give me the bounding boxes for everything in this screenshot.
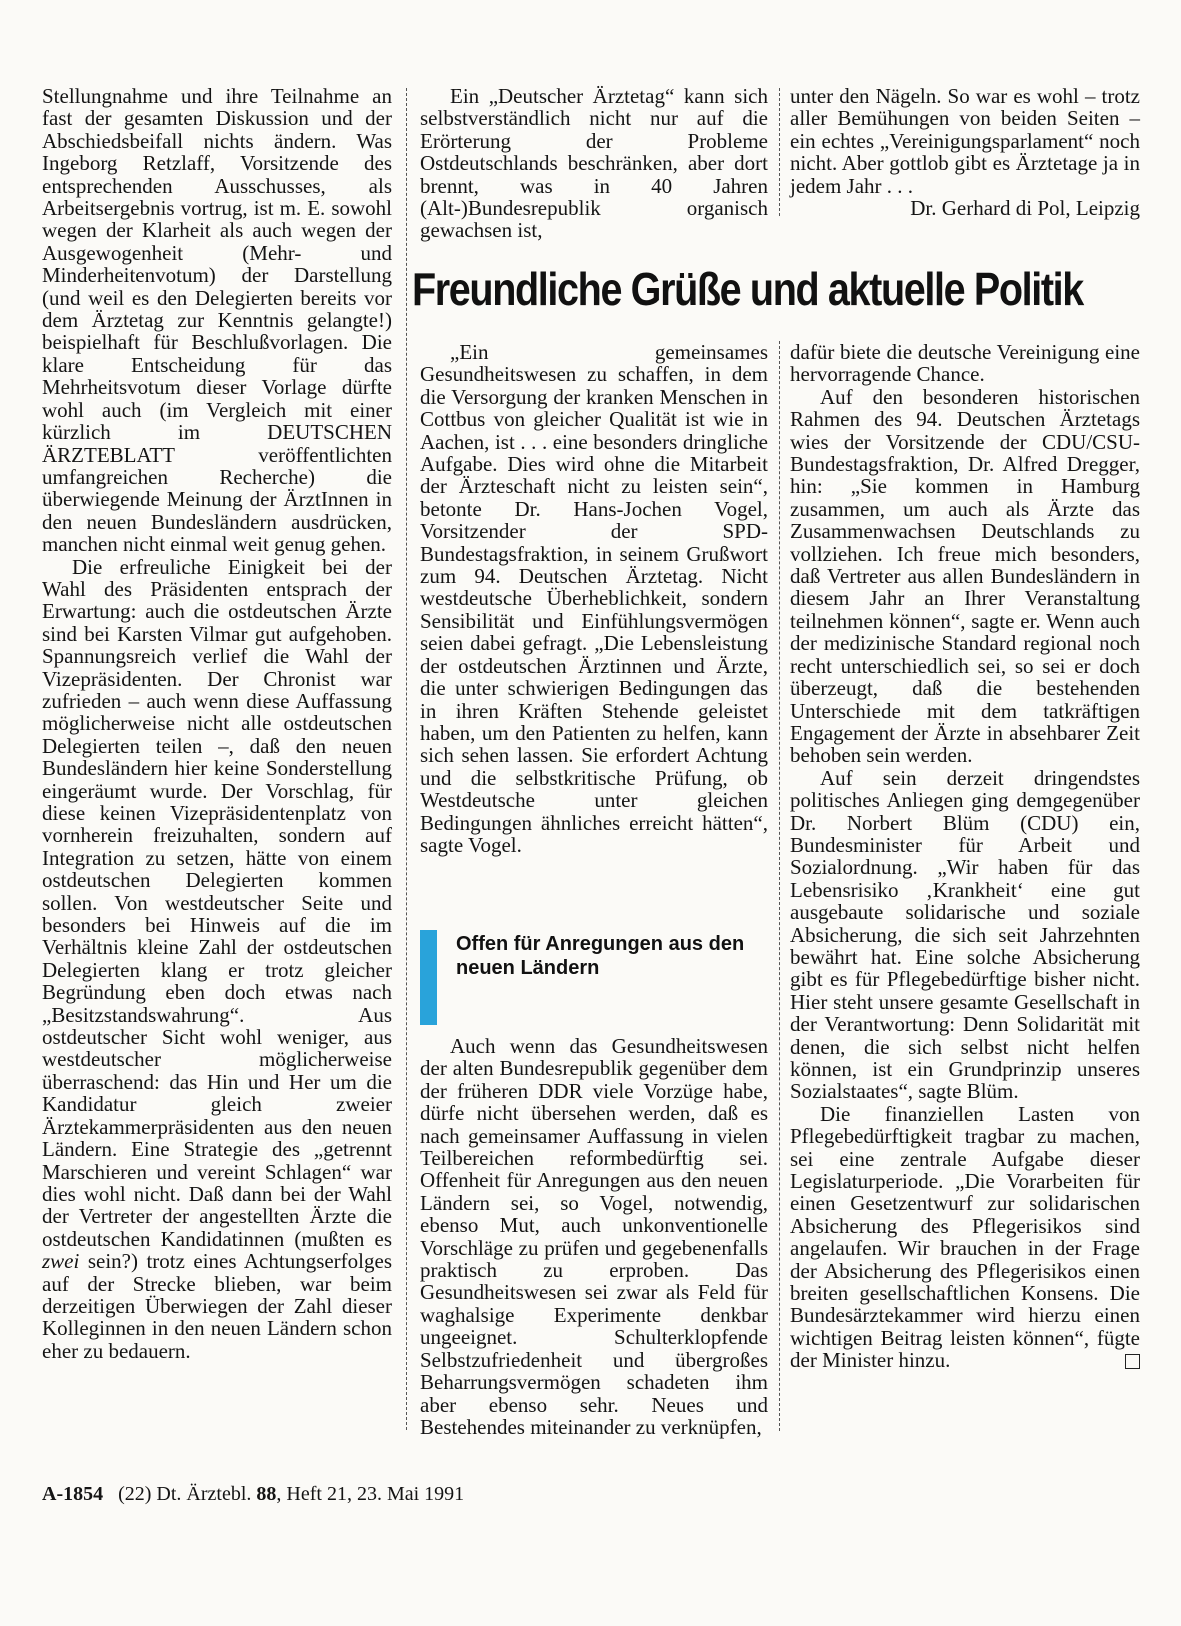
column-rule-right	[779, 341, 780, 1431]
page-footer	[42, 1483, 464, 1506]
letter-col2-text: Ein „Deutscher Ärztetag“ kann sich selbstverständlich nicht nur auf die Erörterung der Probleme Ostdeutschlands beschränken, aber dort brennt, was in 40 Jahren (Alt-)Bundesrepublik organisch gewachsen ist,	[420, 84, 768, 243]
column2-paragraph-2: Auch wenn das Gesundheitswesen der alten Bundesrepublik gegenüber dem der früheren DDR viele Vorzüge habe, dürfe nicht übersehen werden, daß es nach gemeinsamer Auffassung in vielen Teilbereichen reformbedürftig sei. Offenheit für Anregungen aus den neuen Ländern sei, so Vogel, notwendig, ebenso Mut, auch unkonventionelle Vorschläge zu prüfen und gegebenenfalls praktisch zu erproben. Das Gesundheitswesen sei zwar als Feld für waghalsige Experimente denkbar ungeeignet. Schulterklopfende Selbstzufriedenheit und übergroßes Beharrungsvermögen schadeten ihm aber ebenso sehr. Neues und Bestehendes miteinander zu verknüpfen,	[420, 1034, 768, 1439]
italic-word: zwei	[42, 1249, 80, 1274]
subheading: Offen für Anregungen aus den neuen Ländern	[456, 933, 745, 979]
column3-paragraph-3: Auf sein derzeit dringendstes politisches Anliegen ging demgegenüber Dr. Norbert Blüm (CDU) ein, Bundesminister für Arbeit und Sozialordnung. „Wir haben für das Lebensrisiko ‚Krankheit‘ eine gut ausgebaute solidarische und soziale Absicherung, die sich seit Jahrzehnten bewährt hat. Eine solche Absicherung gibt es für Pflegebedürftige bisher nicht. Hier steht unsere gesamte Gesellschaft in der Verantwortung: Denn Solidarität mit denen, die sich selbst nicht helfen können, ist ein Grundprinzip unseres Sozialstaates“, sagte Blüm.	[790, 765, 1140, 1104]
column1-paragraph-1: Stellungnahme und ihre Teilnahme an fast der gesamten Diskussion und der Abschiedsbeifall nichts ändern. Was Ingeborg Retzlaff, Vorsitzende des entsprechenden Ausschusses, als Arbeitsergebnis vortrug, ist m. E. sowohl wegen der Klarheit als auch wegen der Ausgewogenheit (Mehr- und Minderheitenvotum) der Darstellung (und weil es den Delegierten bereits vor dem Ärztetag zur Kenntnis gelangte!) beispielhaft für Beschlußvorlagen. Die klare Entscheidung für das Mehrheitsvotum dieser Vorlage dürfte wohl auch (im Vergleich mit einer kürzlich im DEUTSCHEN ÄRZTEBLATT veröffentlichten umfangreichen Recherche) die überwiegende Meinung der ÄrztInnen in den neuen Bundesländern ausdrücken, manchen nicht einmal weit genug gehen.	[42, 84, 392, 557]
letter-signature: Dr. Gerhard di Pol, Leipzig	[910, 196, 1140, 221]
article-column-1	[42, 85, 392, 1362]
letter-col3-text: unter den Nägeln. So war es wohl – trotz aller Bemühungen von beiden Seiten – ein echtes „Vereinigungsparlament“ noch nicht. Aber gottlob gibt es Ärztetage ja in jedem Jahr . . .	[790, 84, 1140, 198]
column3-paragraph-4	[790, 1103, 1140, 1372]
article-headline: Freundliche Grüße und aktuelle Politik	[412, 263, 1083, 315]
column1-paragraph-2-end: sein?) trotz eines Achtungserfolges auf der Strecke blieben, war beim derzeitigen Überwiegen der Zahl dieser Kolleginnen in den neuen Ländern schon eher zu bedauern.	[42, 1249, 392, 1363]
column3-paragraph-2: Auf den besonderen historischen Rahmen des 94. Deutschen Ärztetags wies der Vorsitzende der CDU/CSU-Bundestagsfraktion, Dr. Alfred Dregger, hin: „Sie kommen in Hamburg zusammen, um auch als Ärzte das Zusammenwachsen Deutschlands zu vollziehen. Ich freue mich besonders, daß Vertreter aus allen Bundesländern in diesem Jahr an Ihrer Veranstaltung teilnehmen können“, sagte er. Wenn auch der medizinische Standard regional noch recht unterschiedlich sei, so sei er doch überzeugt, daß die bestehenden Unterschiede mit dem tatkräftigen Engagement der Ärzte in absehbarer Zeit behoben sein werden.	[790, 384, 1140, 768]
article-column-3	[790, 341, 1140, 1372]
article-column-2	[420, 341, 768, 856]
footer-volume: 88	[256, 1483, 277, 1505]
accent-bar	[420, 930, 437, 1025]
column2-paragraph-1: „Ein gemeinsames Gesundheitswesen zu schaffen, in dem die Versorgung der kranken Menschen in Cottbus von gleicher Qualität ist wie in Aachen, ist . . . eine besonders dringliche Aufgabe. Dies wird ohne die Mitarbeit der Ärzteschaft nicht zu leisten sein“, betonte Dr. Hans-Jochen Vogel, Vorsitzender der SPD-Bundestagsfraktion, in seinem Grußwort zum 94. Deutschen Ärztetag. Nicht westdeutsche Überheblichkeit, sondern Sensibilität und Einfühlungsvermögen seien dabei gefragt. „Die Lebensleistung der ostdeutschen Ärztinnen und Ärzte, die unter schwierigen Bedingungen das in ihren Kräften Stehende geleistet haben, um den Patienten zu helfen, kann sich sehen lassen. Sie erfordert Achtung und die selbstkritische Prüfung, ob Westdeutsche unter gleichen Bedingungen ähnliches erreicht hätten“, sagte Vogel.	[420, 340, 768, 857]
page-number: A-1854	[42, 1483, 104, 1505]
column3-paragraph-1: dafür biete die deutsche Vereinigung eine hervorragende Chance.	[790, 340, 1140, 387]
column3-paragraph-4-text: Die finanziellen Lasten von Pflegebedürftigkeit tragbar zu machen, sei eine zentrale Aufgabe dieser Legislaturperiode. „Die Vorarbeiten für einen Gesetzentwurf zur solidarischen Absicherung des Pflegerisikos sind angelaufen. Wir brauchen in der Frage der Absicherung des Pflegerisikos einen breiten gesellschaftlichen Konsens. Die Bundesärztekammer wird hierzu einen wichtigen Beitrag leisten können“, fügte der Minister hinzu.	[790, 1101, 1140, 1373]
letter-continuation-col2	[420, 85, 768, 242]
column-rule-top-right	[779, 88, 780, 216]
column1-paragraph-2	[42, 556, 392, 1363]
column-rule-left	[406, 88, 407, 1430]
footer-issue: , Heft 21, 23. Mai 1991	[276, 1483, 465, 1505]
column1-paragraph-2-text: Die erfreuliche Einigkeit bei der Wahl des Präsidenten entsprach der Erwartung: auch die ostdeutschen Ärzte sind bei Karsten Vilmar gut aufgehoben. Spannungsreich verlief die Wahl der Vizepräsidenten. Der Chronist war zufrieden – auch wenn diese Auffassung möglicherweise nicht alle ostdeutschen Delegierten teilen –, daß den neuen Bundesländern hier keine Sonderstellung eingeräumt wurde. Der Vorschlag, für diese keinen Vizepräsidentenplatz von vornherein freizuhalten, sondern auf Integration zu setzen, hätte von einem ostdeutschen Delegierten kommen sollen. Von westdeutscher Seite und besonders bei Hinweis auf die im Verhältnis kleine Zahl der ostdeutschen Delegierten klang er trotz gleicher Begründung eben doch etwas nach „Besitzstandswahrung“. Aus ostdeutscher Sicht wohl weniger, aus westdeutscher möglicherweise überraschend: das Hin und Her um die Kandidatur gleich zweier Ärztekammerpräsidenten aus den neuen Ländern. Eine Strategie des „getrennt Marschieren und vereint Schlagen“ war dies wohl nicht. Daß dann bei der Wahl der Vertreter der angestellten Ärzte die ostdeutschen Kandidatinnen (mußten es	[42, 554, 392, 1251]
footer-journal: (22) Dt. Ärztebl.	[118, 1483, 252, 1505]
letter-continuation-col3	[790, 85, 1140, 219]
article-column-2-continued	[420, 1035, 768, 1438]
end-mark-icon	[1125, 1354, 1140, 1369]
subheading-block	[420, 930, 768, 1030]
